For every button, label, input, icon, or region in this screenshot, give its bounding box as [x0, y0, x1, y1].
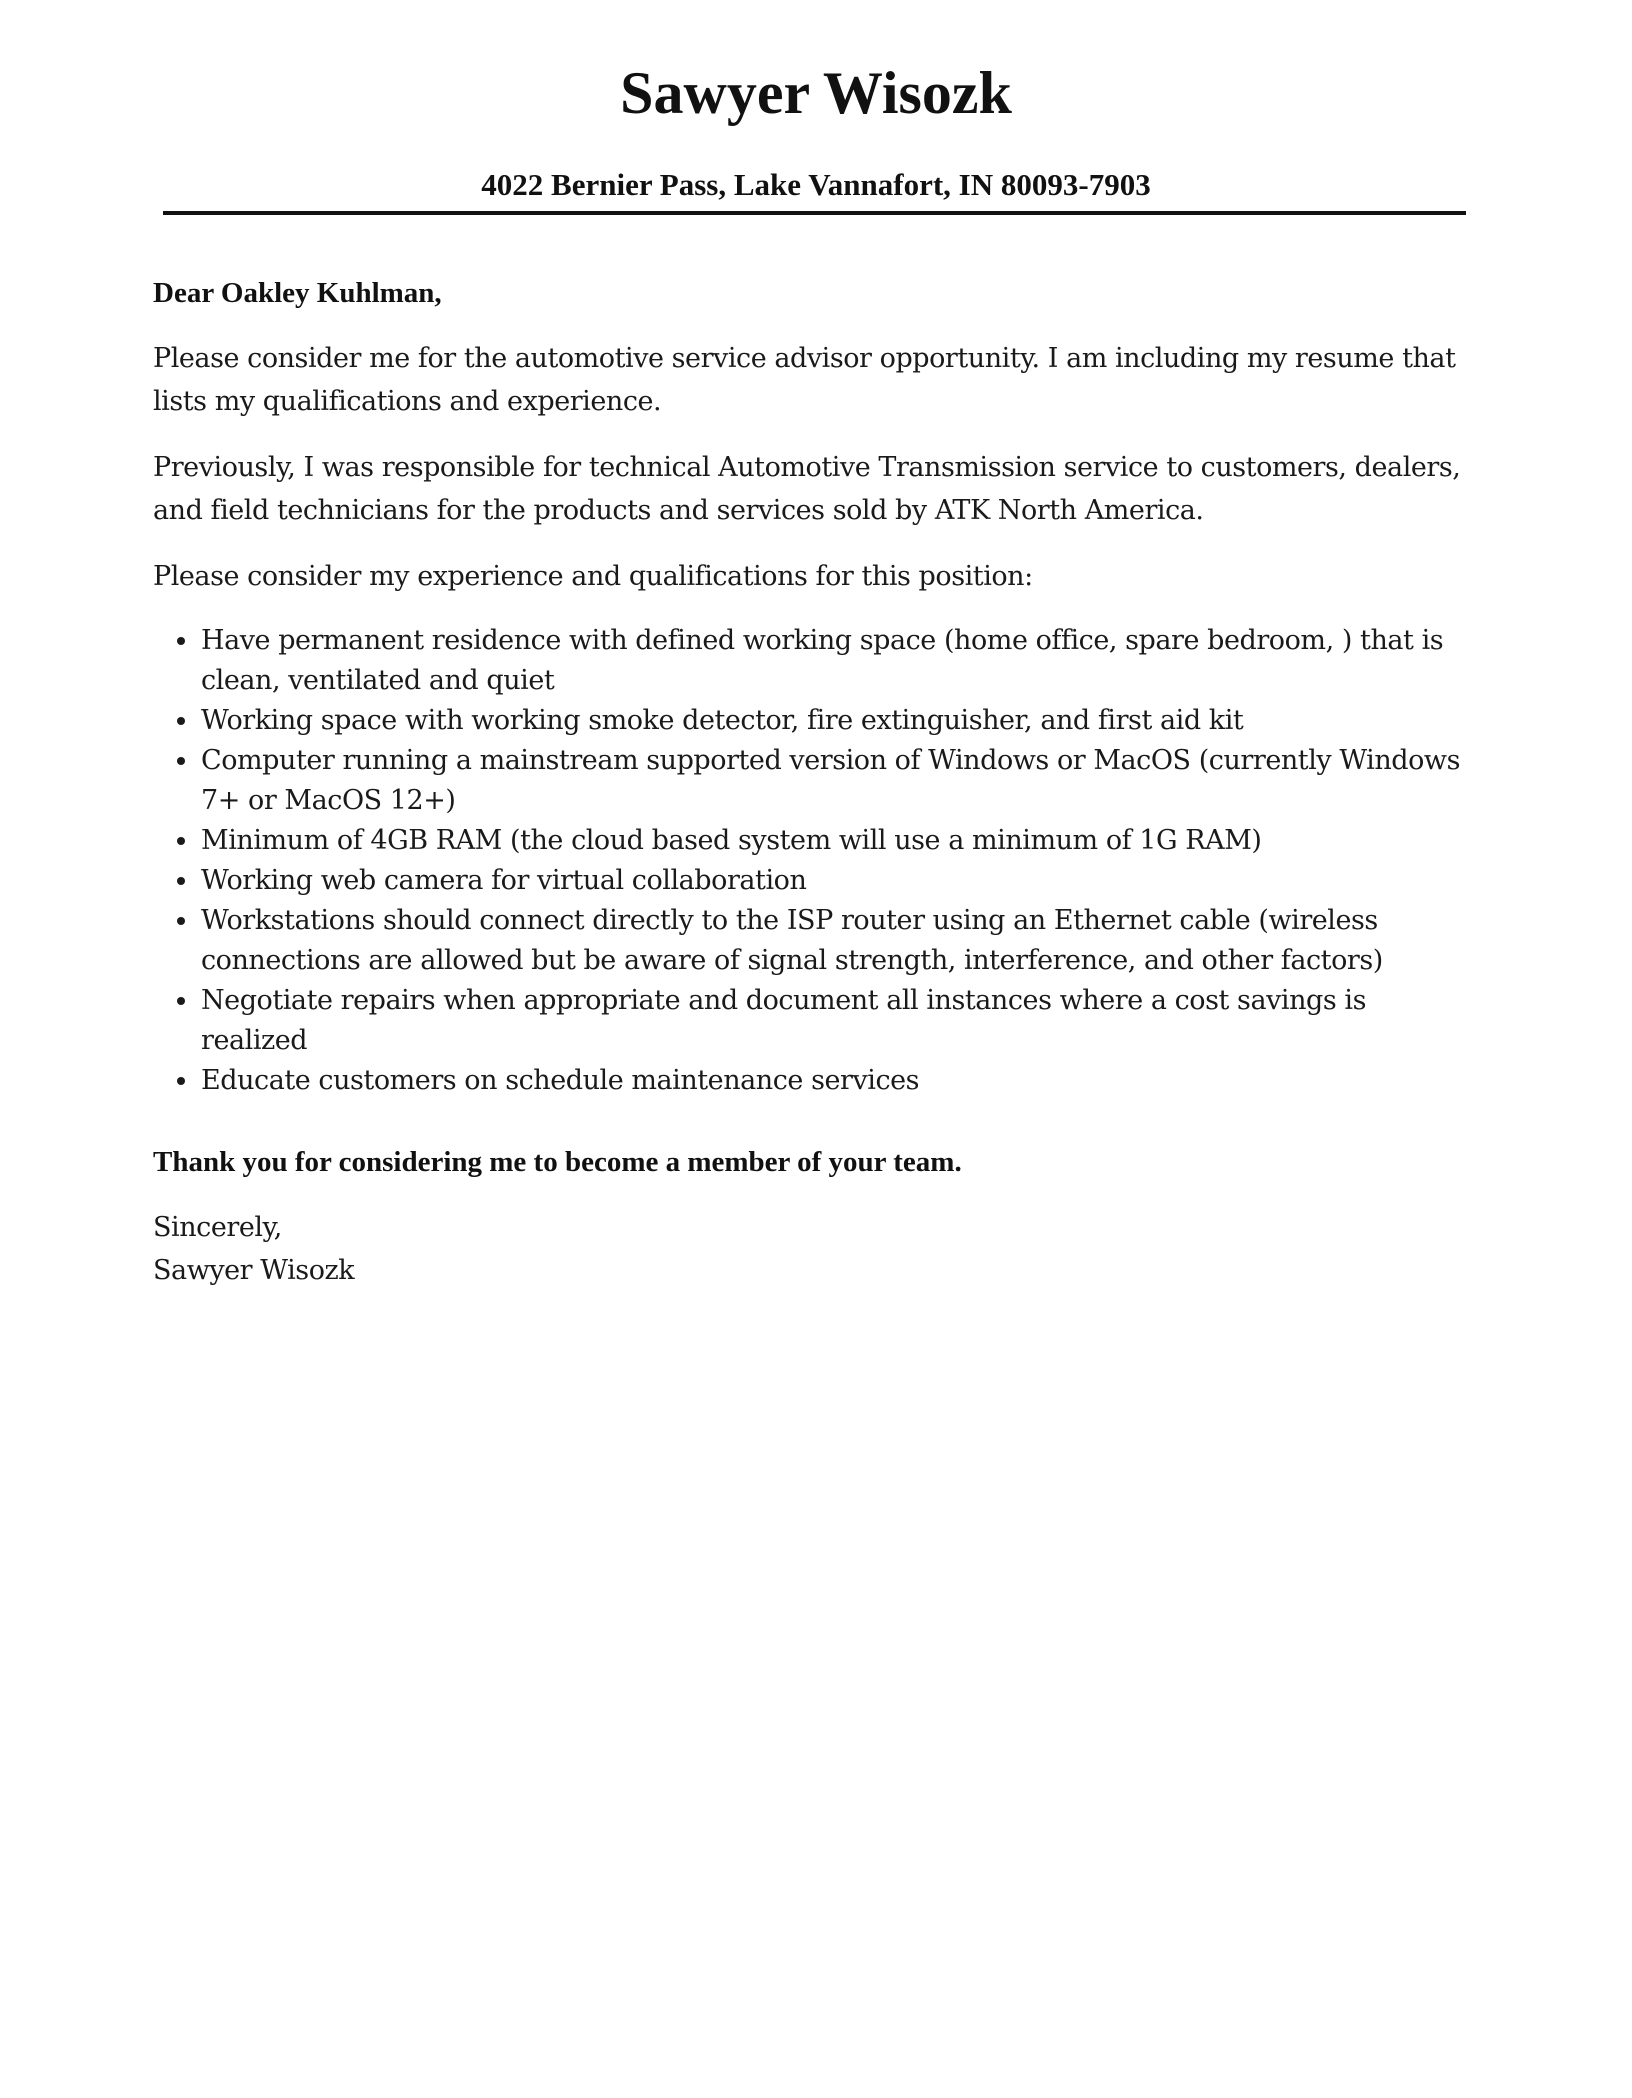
list-item [153, 621, 1463, 701]
paragraph-qualifications-lead: Please consider my experience and qualifications for this position: [153, 561, 1033, 592]
list-item-text: Minimum of 4GB RAM (the cloud based system will use a minimum of 1G RAM) [201, 825, 1262, 856]
list-item-text: Negotiate repairs when appropriate and document all instances where a cost savings is realized [201, 985, 1366, 1056]
list-item [153, 701, 1463, 741]
paragraph-experience: Previously, I was responsible for technical Automotive Transmission service to customers, dealers, and field technicians for the products and services sold by ATK North America. [153, 452, 1461, 526]
list-item-text: Have permanent residence with defined working space (home office, spare bedroom, ) that is clean, ventilated and quiet [201, 625, 1444, 696]
list-item [153, 741, 1463, 821]
list-item [153, 821, 1463, 861]
list-item-text: Educate customers on schedule maintenance services [201, 1065, 920, 1096]
bullet-icon [177, 1077, 185, 1085]
list-item-text: Working web camera for virtual collaboration [201, 865, 807, 896]
list-item [153, 981, 1463, 1061]
list-item [153, 901, 1463, 981]
bullet-icon [177, 757, 185, 765]
bullet-icon [177, 717, 185, 725]
list-item [153, 1061, 1463, 1101]
bullet-icon [177, 997, 185, 1005]
header-divider [163, 211, 1466, 215]
letter-body [153, 272, 1463, 1292]
list-item-text: Computer running a mainstream supported version of Windows or MacOS (currently Windows 7+ or MacOS 12+) [201, 745, 1460, 816]
signoff: Sincerely, [153, 1212, 282, 1243]
qualifications-list [153, 621, 1463, 1101]
bullet-icon [177, 877, 185, 885]
salutation: Dear Oakley Kuhlman, [153, 277, 442, 309]
signature-name: Sawyer Wisozk [153, 1255, 355, 1286]
closing-statement: Thank you for considering me to become a member of your team. [153, 1146, 962, 1178]
bullet-icon [177, 837, 185, 845]
bullet-icon [177, 917, 185, 925]
list-item-text: Workstations should connect directly to the ISP router using an Ethernet cable (wireless connections are allowed but be aware of signal strength, interference, and other factors) [201, 905, 1383, 976]
list-item [153, 861, 1463, 901]
list-item-text: Working space with working smoke detector, fire extinguisher, and first aid kit [201, 705, 1244, 736]
paragraph-intro: Please consider me for the automotive service advisor opportunity. I am including my resume that lists my qualifications and experience. [153, 343, 1456, 417]
sender-name: Sawyer Wisozk [620, 60, 1012, 126]
sender-address: 4022 Bernier Pass, Lake Vannafort, IN 80093-7903 [481, 167, 1151, 202]
bullet-icon [177, 637, 185, 645]
